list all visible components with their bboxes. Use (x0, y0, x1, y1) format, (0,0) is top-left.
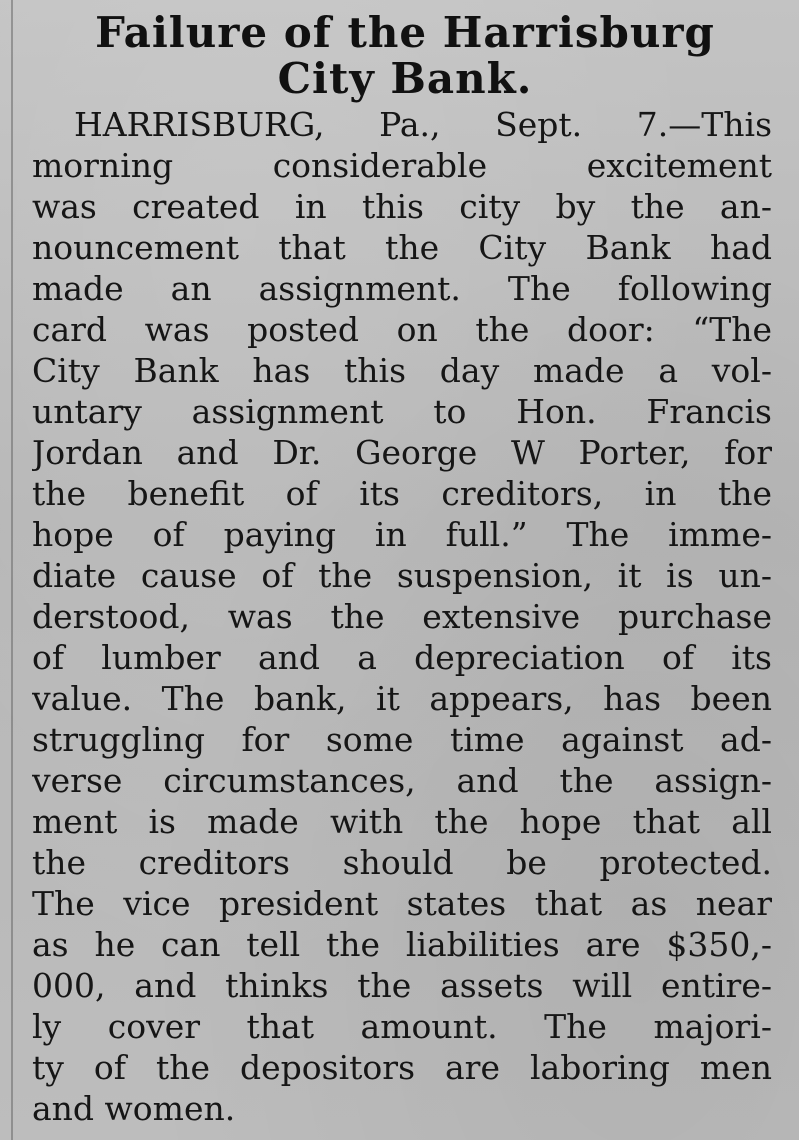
article-line: HARRISBURG, Pa., Sept. 7.—This (74, 105, 772, 144)
headline-line: Failure of the Harrisburg (95, 8, 715, 57)
article-line: diate cause of the suspension, it is un- (32, 556, 772, 595)
article-line: the creditors should be protected. (32, 843, 772, 882)
article-line: derstood, was the extensive purchase (32, 597, 772, 636)
article-line: 000, and thinks the assets will entire- (32, 966, 772, 1005)
article-line: the benefit of its creditors, in the (32, 474, 772, 513)
article-line: ly cover that amount. The majori- (32, 1007, 772, 1046)
article-line: City Bank has this day made a vol- (32, 351, 772, 390)
article-line: ment is made with the hope that all (32, 802, 772, 841)
headline (20, 10, 790, 102)
article-line: as he can tell the liabilities are $350,- (32, 925, 772, 964)
article-line: untary assignment to Hon. Francis (32, 392, 772, 431)
article-line: of lumber and a depreciation of its (32, 638, 772, 677)
article-line: card was posted on the door: “The (32, 310, 772, 349)
article-line: and women. (32, 1089, 236, 1128)
article-line: was created in this city by the an- (32, 187, 772, 226)
article-line: verse circumstances, and the assign- (32, 761, 772, 800)
headline-line: City Bank. (277, 54, 533, 103)
article-line: morning considerable excitement (32, 146, 772, 185)
article-line: Jordan and Dr. George W Porter, for (32, 433, 772, 472)
column-rule (11, 0, 13, 1140)
article-line: The vice president states that as near (32, 884, 772, 923)
article-line: value. The bank, it appears, has been (32, 679, 772, 718)
article-line: struggling for some time against ad- (32, 720, 772, 759)
article-line: made an assignment. The following (32, 269, 772, 308)
article-body (32, 104, 772, 1129)
article-line: nouncement that the City Bank had (32, 228, 772, 267)
article-line: ty of the depositors are laboring men (32, 1048, 772, 1087)
article-line: hope of paying in full.” The imme- (32, 515, 772, 554)
